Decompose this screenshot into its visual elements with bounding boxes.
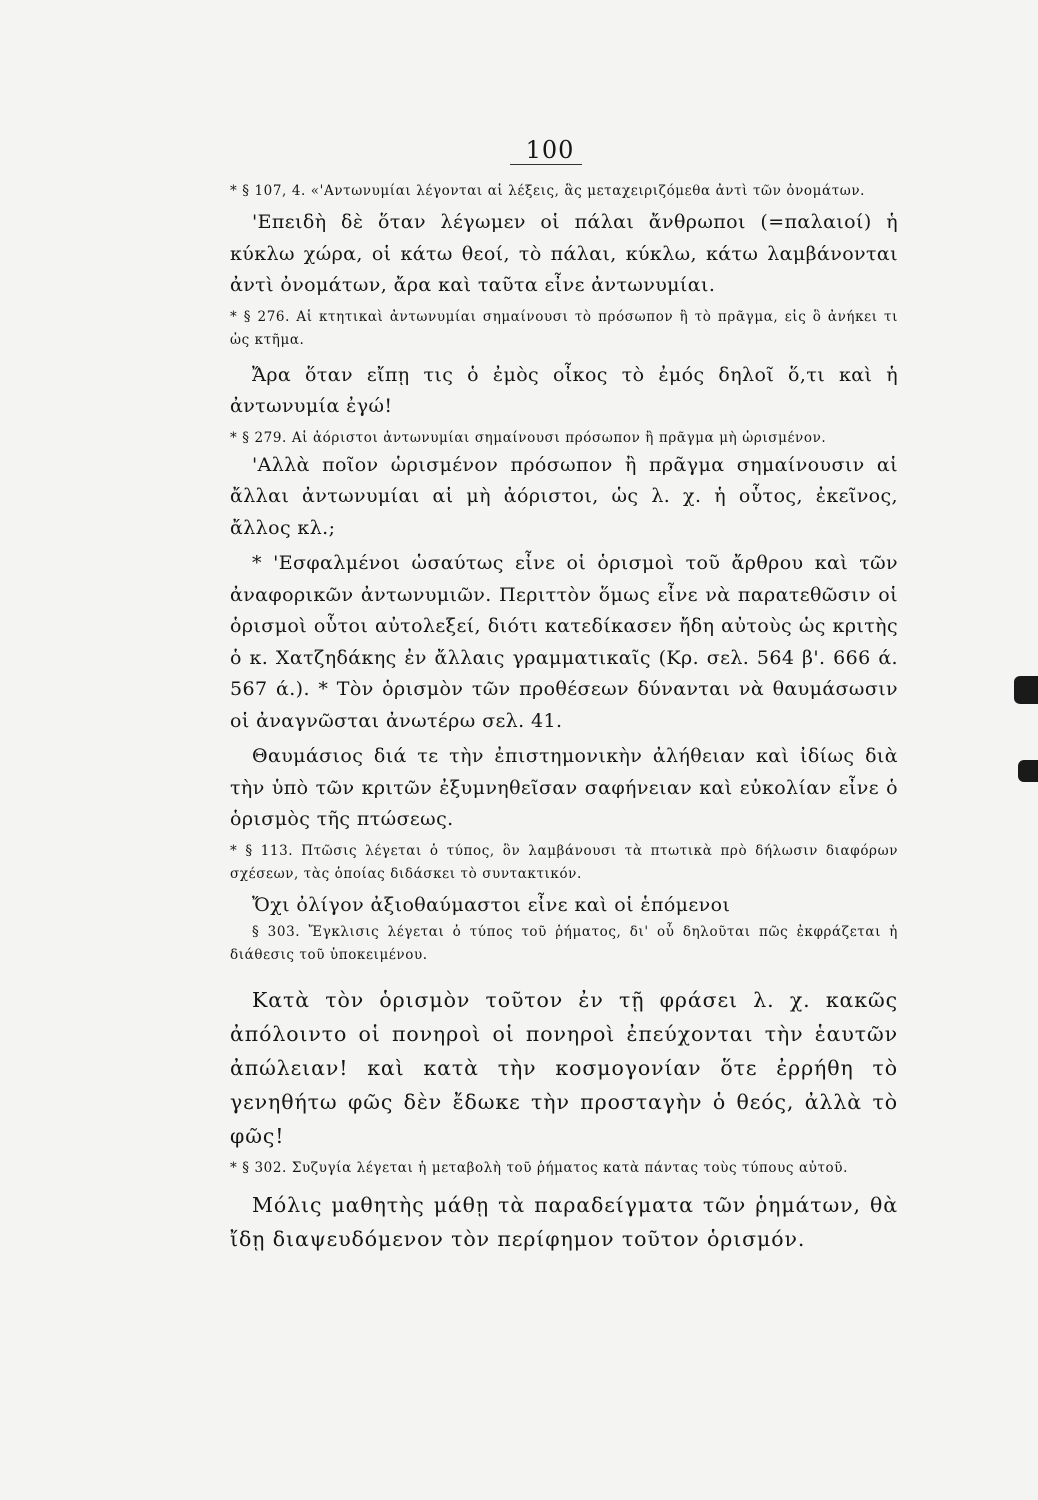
paragraph-conjugation: Μόλις μαθητὴς μάθῃ τὰ παραδείγματα τῶν ῥημάτων, θὰ ἴδῃ διαψευδόμενον τὸν περίφημον τοῦτον ὁρισμόν. (230, 1193, 898, 1251)
footnote-quote-113: * § 113. Πτῶσις λέγεται ὁ τύπος, ὃν λαμβάνουσι τὰ πτωτικὰ πρὸ δήλωσιν διαφόρων σχέσεων, τὰς ὁποίας διδάσκει τὸ συντακτικόν. (230, 842, 898, 882)
page-number: 100 (525, 136, 575, 164)
paragraph-adverbs-as-pronouns: 'Επειδὴ δὲ ὅταν λέγωμεν οἱ πάλαι ἄνθρωποι (=παλαιοί) ἡ κύκλω χώρα, οἱ κάτω θεοί, τὸ πάλαι, κύκλω, κάτω λαμβάνονται ἀντὶ ὀνομάτων, ἄρα καὶ ταῦτα εἶνε ἀντωνυμίαι. (230, 211, 898, 296)
paragraph-mood-example: Κατὰ τὸν ὁρισμὸν τοῦτον ἐν τῇ φράσει λ. χ. κακῶς ἀπόλοιντο οἱ πονηροὶ οἱ πονηροὶ ἐπεύχονται τὴν ἑαυτῶν ἀπώλειαν! καὶ κατὰ τὴν κοσμογονίαν ὅτε ἐρρήθη τὸ γενηθήτω φῶς δὲν ἔδωκε τὴν προσταγὴν ὁ θεός, ἀλλὰ τὸ φῶς! (230, 988, 898, 1148)
paragraph-following: Ὄχι ὀλίγον ἀξιοθαύμαστοι εἶνε καὶ οἱ ἑπόμενοι (252, 893, 731, 916)
footnote-quote-107: * § 107, 4. «'Αντωνυμίαι λέγονται αἱ λέξεις, ἃς μεταχειριζόμεθα ἀντὶ τῶν ὀνομάτων. (230, 183, 866, 199)
footnote-quote-303: § 303. Ἔγκλισις λέγεται ὁ τύπος τοῦ ῥήματος, δι' οὗ δηλοῦται πῶς ἐκφράζεται ἡ διάθεσις τοῦ ὑποκειμένου. (230, 924, 898, 963)
paragraph-indefinite: 'Αλλὰ ποῖον ὡρισμένον πρόσωπον ἢ πρᾶγμα σημαίνουσιν αἱ ἄλλαι ἀντωνυμίαι αἱ μὴ ἀόριστοι, ὡς λ. χ. ἡ οὗτος, ἐκεῖνος, ἄλλος κλ.; (230, 453, 898, 539)
footnote-quote-276: * § 276. Αἱ κτητικαὶ ἀντωνυμίαι σημαίνουσι τὸ πρόσωπον ἢ τὸ πρᾶγμα, εἰς ὃ ἀνήκει τι ὡς κτῆμα. (230, 308, 898, 348)
paragraph-possessive: Ἄρα ὅταν εἴπῃ τις ὁ ἐμὸς οἶκος τὸ ἐμός δηλοῖ ὅ,τι καὶ ἡ ἀντωνυμία ἐγώ! (230, 363, 898, 417)
page-number-rule (510, 164, 582, 165)
scan-edge-mark (1018, 760, 1038, 782)
body-text (230, 180, 898, 1256)
paragraph-article-definitions: * 'Εσφαλμένοι ὡσαύτως εἶνε οἱ ὁρισμοὶ τοῦ ἄρθρου καὶ τῶν ἀναφορικῶν ἀντωνυμιῶν. Περιττὸν ὅμως εἶνε νὰ παρατεθῶσιν οἱ ὁρισμοὶ οὗτοι αὐτολεξεί, διότι κατεδίκασεν ἤδη αὐτοὺς ὡς κριτὴς ὁ κ. Χατζηδάκης ἐν ἄλλαις γραμματικαῖς (Κρ. σελ. 564 β'. 666 ά. 567 ά.). * Τὸν ὁρισμὸν τῶν προθέσεων δύνανται νὰ θαυμάσωσιν οἱ ἀναγνῶσται ἀνωτέρω σελ. 41. (230, 552, 898, 732)
paragraph-case-definition: Θαυμάσιος διά τε τὴν ἐπιστημονικὴν ἀλήθειαν καὶ ἰδίως διὰ τὴν ὑπὸ τῶν κριτῶν ἐξυμνηθεῖσαν σαφήνειαν καὶ εὐκολίαν εἶνε ὁ ὁρισμὸς τῆς πτώσεως. (230, 745, 898, 830)
scan-edge-mark (1014, 676, 1038, 704)
footnote-quote-302: * § 302. Συζυγία λέγεται ἡ μεταβολὴ τοῦ ῥήματος κατὰ πάντας τοὺς τύπους αὐτοῦ. (230, 1160, 848, 1176)
footnote-quote-279: * § 279. Αἱ ἀόριστοι ἀντωνυμίαι σημαίνουσι πρόσωπον ἢ πρᾶγμα μὴ ὡρισμένον. (230, 429, 827, 446)
